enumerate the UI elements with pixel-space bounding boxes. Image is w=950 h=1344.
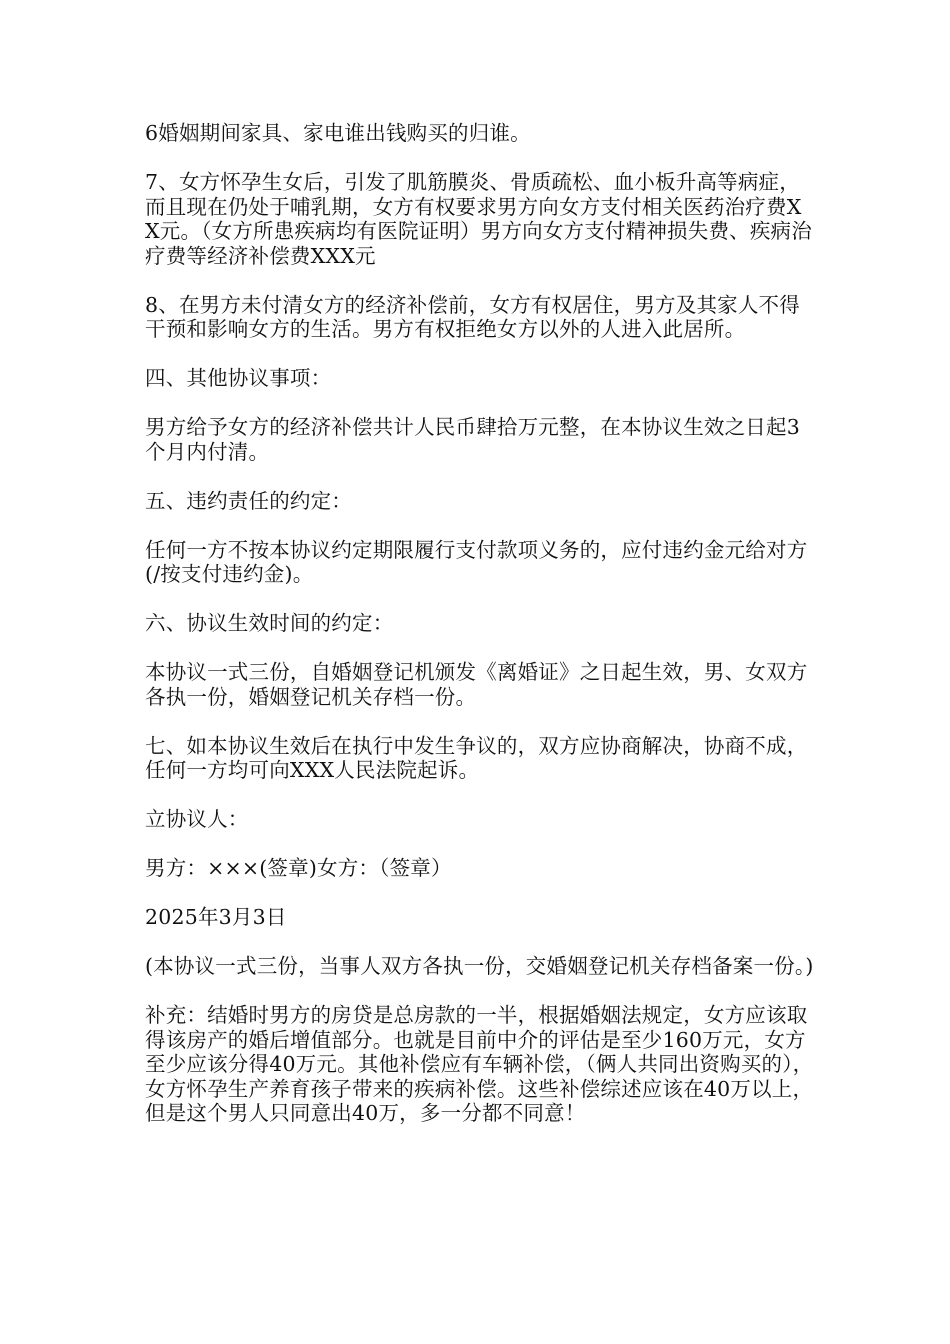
clause-6-paragraph: 6婚姻期间家具、家电谁出钱购买的归谁。 (145, 121, 531, 145)
document-page (145, 121, 815, 1150)
effective-paragraph: 本协议一式三份，自婚姻登记机颁发《离婚证》之日起生效，男、女双方各执一份，婚姻登记机关存档一份。 (145, 660, 808, 709)
clause-7-paragraph: 7、女方怀孕生女后，引发了肌筋膜炎、骨质疏松、血小板升高等病症，而且现在仍处于哺乳期，女方有权要求男方向女方支付相关医药治疗费XX元。（女方所患疾病均有医院证明）男方向女方支付精神损失费、疾病治疗费等经济补偿费XXX元 (145, 170, 812, 268)
compensation-paragraph: 男方给予女方的经济补偿共计人民币肆拾万元整，在本协议生效之日起3个月内付清。 (145, 415, 800, 464)
section-6-heading: 六、协议生效时间的约定： (145, 611, 394, 635)
section-4-heading: 四、其他协议事项： (145, 366, 332, 390)
breach-paragraph: 任何一方不按本协议约定期限履行支付款项义务的，应付违约金元给对方(/按支付违约金)。 (145, 537, 808, 586)
clause-8-paragraph: 8、在男方未付清女方的经济补偿前，女方有权居住，男方及其家人不得干预和影响女方的生活。男方有权拒绝女方以外的人进入此居所。 (145, 292, 800, 341)
dispute-paragraph: 七、如本协议生效后在执行中发生争议的，双方应协商解决，协商不成，任何一方均可向XXX人民法院起诉。 (145, 733, 808, 782)
signatories-label: 立协议人： (145, 807, 249, 831)
section-5-heading: 五、违约责任的约定： (145, 488, 352, 513)
supplement-paragraph: 补充：结婚时男方的房贷是总房款的一半，根据婚姻法规定，女方应该取得该房产的婚后增值部分。也就是目前中介的评估是至少160万元，女方至少应该分得40万元。其他补偿应有车辆补偿，（俩人共同出资购买的），女方怀孕生产养育孩子带来的疾病补偿。这些补偿综述应该在40万以上，但是这个男人只同意出40万，多一分都不同意！ (145, 1003, 814, 1125)
copies-note: (本协议一式三份，当事人双方各执一份，交婚姻登记机关存档备案一份。) (145, 954, 814, 978)
date-line: 2025年3月3日 (145, 905, 287, 929)
signature-line: 男方：×××(签章)女方：（签章） (145, 856, 452, 880)
